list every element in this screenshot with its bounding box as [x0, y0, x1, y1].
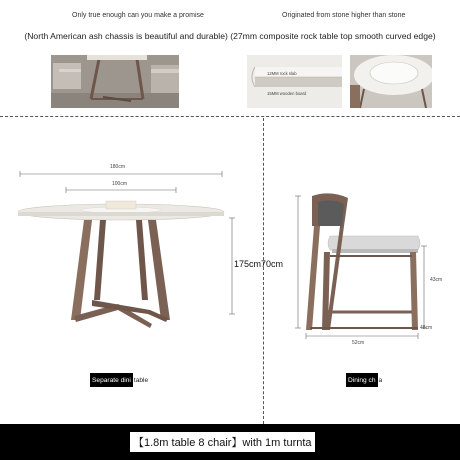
material-description: (North American ash chassis is beautiful and durable) (27mm composite rock table top smooth curved edge) — [24, 31, 436, 41]
chair-caption-rest: a — [378, 376, 383, 384]
left-tagline: Only true enough can you make a promise — [72, 12, 204, 19]
table-height-label: 175cm70cm — [234, 259, 284, 269]
table-caption — [90, 373, 148, 387]
chair-width-label: 52cm — [352, 340, 365, 346]
table-width-label: 180cm — [110, 164, 126, 170]
right-tagline: Originated from stone higher than stone — [282, 12, 406, 19]
chair-seat-height-label: 43cm — [430, 277, 443, 283]
table-caption-highlight: Separate dini — [90, 373, 133, 387]
chair-depth-label: 48cm — [420, 325, 433, 331]
footer-bar — [0, 424, 460, 460]
chair-caption — [346, 373, 382, 387]
slab-thickness-label: 12MM rock slab — [267, 71, 297, 76]
board-thickness-label: 15MM wooden board — [267, 91, 307, 96]
set-summary-label: 【1.8m table 8 chair】with 1m turnta — [130, 432, 315, 452]
table-caption-rest: table — [133, 376, 149, 384]
turntable-width-label: 100cm — [112, 181, 128, 187]
chair-caption-highlight: Dining ch — [346, 373, 378, 387]
